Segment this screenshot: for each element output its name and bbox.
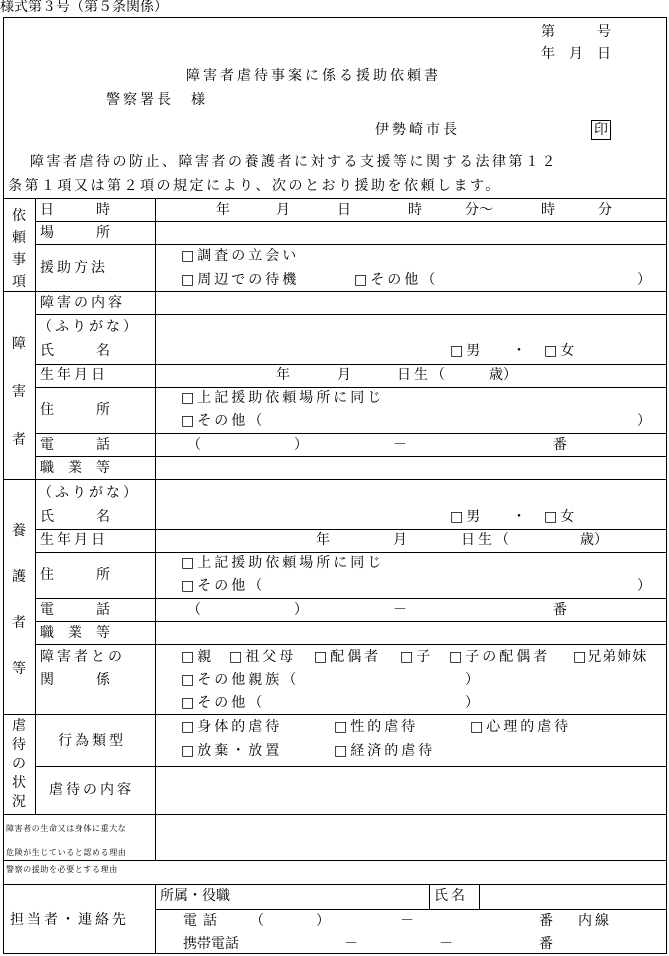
contact-mobile-dash1: －: [344, 936, 358, 952]
abuse-psychological-checkbox[interactable]: □心理的虐待: [470, 719, 572, 735]
caregiver-birth-year: 年: [316, 532, 330, 548]
danger-reason-label-line2: 危険が生じていると認める理由: [6, 848, 127, 857]
document-date-label: 年 月 日: [541, 46, 611, 62]
caregiver-job-label: 職 業 等: [40, 625, 110, 641]
caregiver-sex-separator: ・: [512, 509, 526, 525]
relation-sibling-checkbox[interactable]: □兄弟姉妹: [573, 649, 648, 665]
relation-other-close: ）: [465, 695, 479, 711]
person-phone-label: 電 話: [40, 437, 110, 453]
person-group-label: 障 害 者: [12, 336, 26, 448]
disability-content-label: 障害の内容: [40, 295, 125, 311]
relation-child-spouse-checkbox[interactable]: □子の配偶者: [449, 649, 551, 665]
person-birth-month: 月: [337, 367, 351, 383]
intro-text-line2: 条第１項又は第２項の規定により、次のとおり援助を依頼します。: [8, 178, 502, 194]
contact-phone-open: （: [250, 913, 264, 929]
datetime-year: 年: [216, 202, 230, 218]
datetime-month: 月: [276, 202, 290, 218]
datetime-hour-to: 時: [541, 202, 555, 218]
person-birth-year: 年: [276, 367, 290, 383]
contact-phone-close: ）: [316, 913, 330, 929]
police-need-reason-label: 警察の援助を必要とする理由: [6, 865, 118, 874]
relation-parent-checkbox[interactable]: □親: [181, 649, 215, 665]
contact-label: 担当者・連絡先: [10, 912, 129, 928]
datetime-day: 日: [337, 202, 351, 218]
person-job-label: 職 業 等: [40, 460, 110, 476]
relation-child-checkbox[interactable]: □子: [400, 649, 434, 665]
person-phone-close: ）: [294, 437, 308, 453]
person-phone-dash: －: [393, 437, 407, 453]
danger-reason-label-line1: 障害者の生命又は身体に重大な: [6, 824, 127, 833]
person-furigana-label: （ふりがな）: [38, 319, 140, 335]
place-label: 場 所: [40, 225, 110, 241]
caregiver-group-label: 養 護 者 等: [12, 523, 26, 677]
method-option-standby[interactable]: □周辺での待機: [181, 272, 300, 288]
caregiver-furigana-label: （ふりがな）: [38, 485, 140, 501]
datetime-label: 日 時: [40, 202, 110, 218]
contact-phone-label: 電話: [183, 913, 223, 929]
abuse-content-label: 虐待の内容: [49, 782, 134, 798]
person-address-label: 住 所: [40, 402, 110, 418]
caregiver-birth-day: 日生（: [461, 532, 512, 548]
caregiver-name-label: 氏 名: [40, 509, 110, 525]
person-age: 歳）: [489, 367, 517, 383]
contact-phone-ban: 番: [539, 913, 553, 929]
method-option-other[interactable]: □その他（: [354, 272, 439, 288]
caregiver-phone-label: 電 話: [40, 602, 110, 618]
caregiver-address-close: ）: [637, 578, 651, 594]
datetime-hour: 時: [408, 202, 422, 218]
abuse-neglect-checkbox[interactable]: □放棄・放置: [181, 743, 283, 759]
person-phone-ban: 番: [553, 437, 567, 453]
datetime-minute-to: 分: [598, 202, 612, 218]
person-address-close: ）: [637, 413, 651, 429]
relation-spouse-checkbox[interactable]: □配偶者: [314, 649, 382, 665]
method-option-attend[interactable]: □調査の立会い: [181, 248, 300, 264]
caregiver-phone-open: （: [187, 602, 201, 618]
caregiver-birth-month: 月: [393, 532, 407, 548]
form-number: 様式第３号（第５条関係）: [0, 0, 168, 15]
contact-mobile-label: 携帯電話: [183, 936, 239, 952]
sender-name: 伊勢崎市長: [375, 122, 460, 138]
abuse-type-label: 行為類型: [58, 733, 126, 749]
person-address-same[interactable]: □上記援助依頼場所に同じ: [181, 390, 385, 406]
relation-other-relatives[interactable]: □その他親族（: [181, 672, 300, 688]
person-birth-day: 日生（: [397, 367, 448, 383]
caregiver-address-other[interactable]: □その他（: [181, 578, 266, 594]
contact-mobile-dash2: －: [439, 936, 453, 952]
person-phone-open: （: [187, 437, 201, 453]
relation-other[interactable]: □その他（: [181, 695, 266, 711]
abuse-economic-checkbox[interactable]: □経済的虐待: [334, 743, 436, 759]
document-title: 障害者虐待事案に係る援助依頼書: [186, 68, 441, 84]
relation-other-relatives-close: ）: [465, 672, 479, 688]
person-birth-label: 生年月日: [40, 367, 108, 383]
request-group-label: 依 頼 事 項: [12, 208, 26, 290]
caregiver-phone-dash: －: [393, 602, 407, 618]
person-address-other[interactable]: □その他（: [181, 413, 266, 429]
caregiver-phone-ban: 番: [553, 602, 567, 618]
relation-grandparent-checkbox[interactable]: □祖父母: [229, 649, 297, 665]
caregiver-address-label: 住 所: [40, 567, 110, 583]
datetime-minute-from: 分～: [465, 202, 493, 218]
method-other-close: ）: [637, 272, 651, 288]
seal-mark: 印: [591, 120, 611, 140]
addressee: 警察署長 様: [106, 92, 208, 108]
person-female-checkbox[interactable]: □女: [544, 343, 578, 359]
caregiver-male-checkbox[interactable]: □男: [450, 509, 484, 525]
contact-mobile-ban: 番: [539, 936, 553, 952]
contact-phone-extension: 内線: [578, 913, 612, 929]
abuse-physical-checkbox[interactable]: □身体的虐待: [181, 719, 283, 735]
person-sex-separator: ・: [512, 343, 526, 359]
caregiver-address-same[interactable]: □上記援助依頼場所に同じ: [181, 555, 385, 571]
caregiver-female-checkbox[interactable]: □女: [544, 509, 578, 525]
method-label: 援助方法: [40, 260, 108, 276]
document-number-label: 第 号: [541, 24, 611, 40]
contact-name-label: 氏名: [434, 888, 468, 904]
caregiver-age: 歳）: [580, 532, 608, 548]
person-name-label: 氏 名: [40, 343, 110, 359]
caregiver-birth-label: 生年月日: [40, 532, 108, 548]
abuse-sexual-checkbox[interactable]: □性的虐待: [334, 719, 419, 735]
abuse-group-label: 虐 待 の 状 況: [12, 718, 26, 810]
contact-dept-label: 所属・役職: [160, 888, 230, 904]
intro-text-line1: 障害者虐待の防止、障害者の養護者に対する支援等に関する法律第１２: [30, 154, 558, 170]
contact-phone-dash: －: [400, 913, 414, 929]
relation-label-line1: 障害者との: [40, 649, 125, 665]
caregiver-phone-close: ）: [294, 602, 308, 618]
relation-label-line2: 関 係: [40, 672, 110, 688]
person-male-checkbox[interactable]: □男: [450, 343, 484, 359]
